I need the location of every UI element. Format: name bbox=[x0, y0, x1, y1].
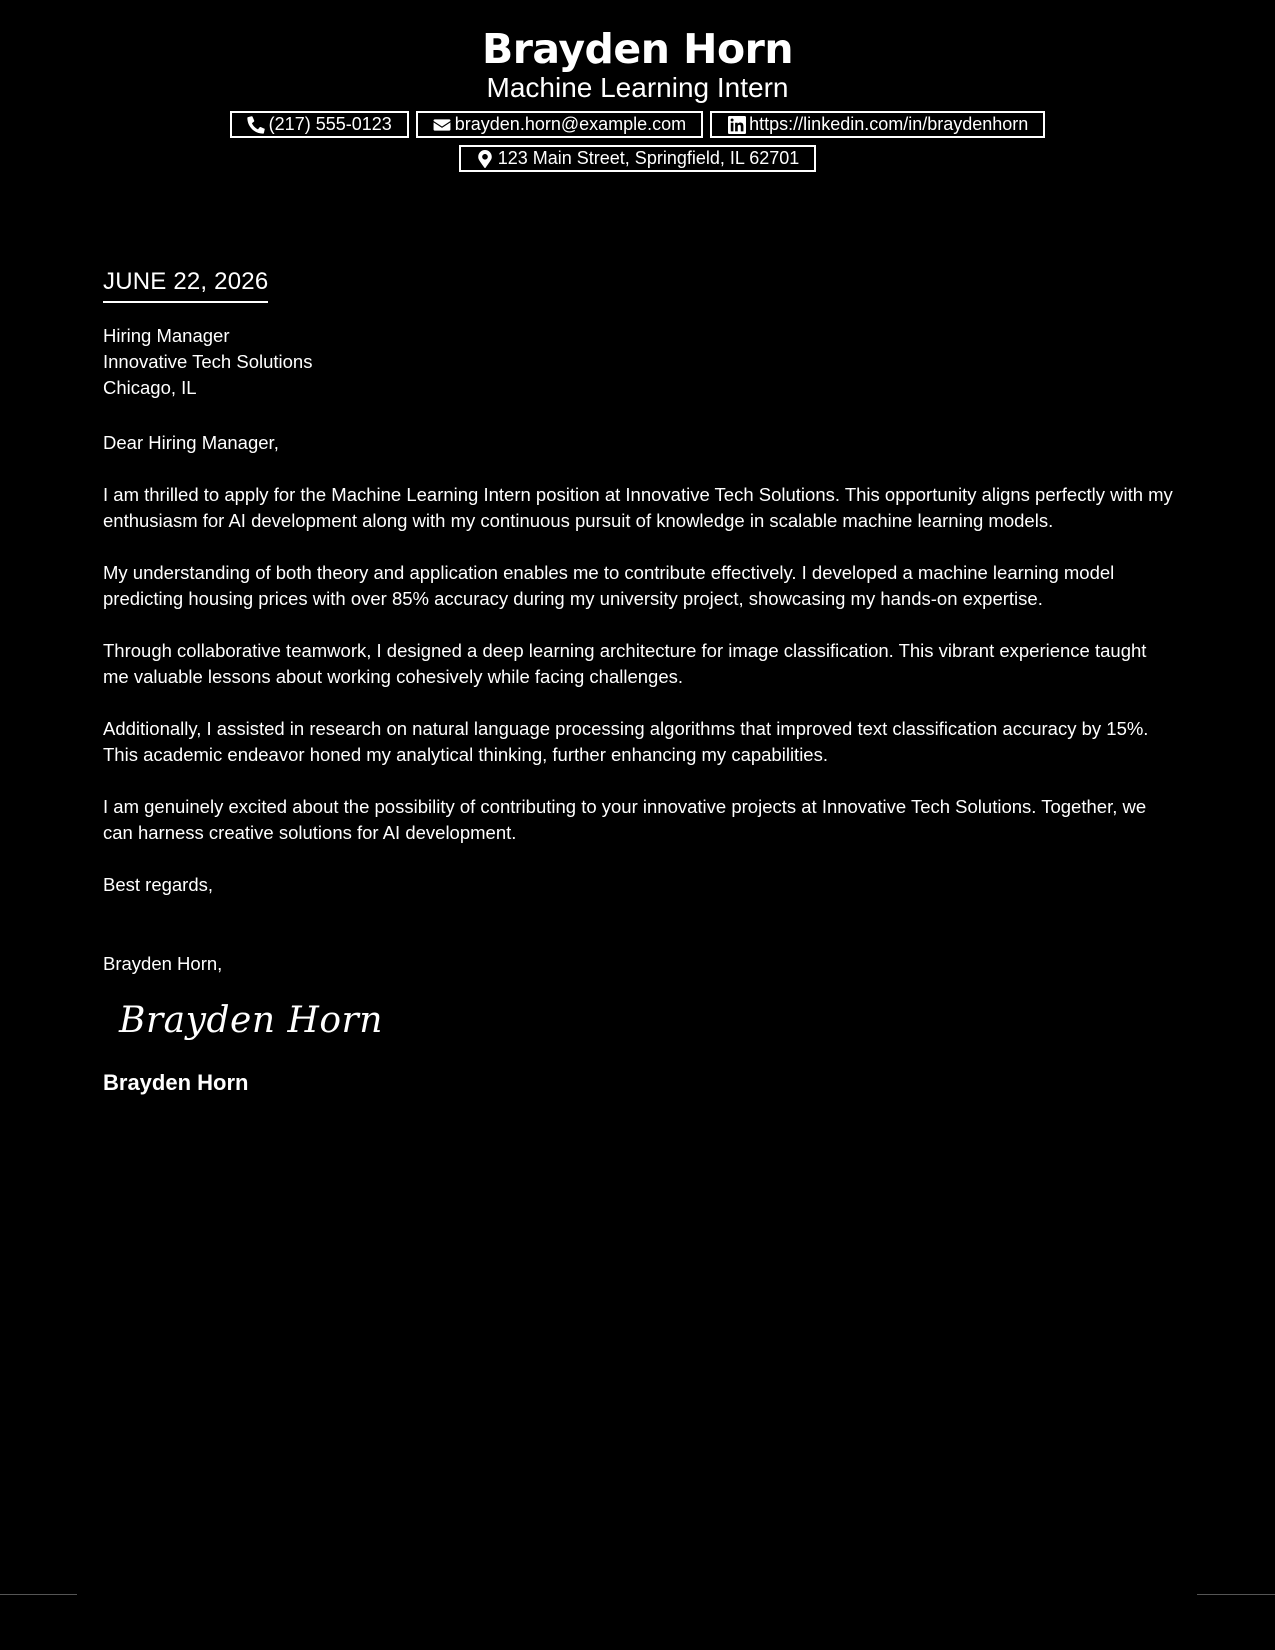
contact-address-text: 123 Main Street, Springfield, IL 62701 bbox=[497, 148, 800, 168]
contact-row-secondary bbox=[0, 145, 1275, 172]
signoff-name: Brayden Horn, bbox=[103, 953, 223, 974]
applicant-name: Brayden Horn bbox=[481, 25, 794, 73]
recipient-location: Chicago, IL bbox=[103, 377, 197, 398]
linkedin-icon bbox=[727, 115, 746, 134]
paragraph-5: I am genuinely excited about the possibility of contributing to your innovative projects at Innovative Tech Solutions. Together, we can harness creative solutions for AI development. bbox=[103, 796, 1147, 843]
contact-phone[interactable] bbox=[230, 111, 409, 138]
handwritten-signature: Brayden Horn bbox=[119, 1000, 383, 1041]
printed-name: Brayden Horn bbox=[103, 1070, 249, 1095]
envelope-icon bbox=[433, 115, 452, 134]
contact-linkedin-text: https://linkedin.com/in/braydenhorn bbox=[749, 114, 1029, 134]
map-marker-icon bbox=[476, 149, 495, 168]
applicant-job-title: Machine Learning Intern bbox=[486, 72, 789, 103]
contact-phone-text: (217) 555-0123 bbox=[268, 114, 392, 134]
contact-linkedin[interactable] bbox=[710, 111, 1045, 138]
recipient-name: Hiring Manager bbox=[103, 325, 230, 346]
recipient-block bbox=[103, 323, 1173, 401]
paragraph-3: Through collaborative teamwork, I designed a deep learning architecture for image classification. This vibrant experience taught me valuable lessons about working cohesively while facing challenges. bbox=[103, 640, 1147, 687]
paragraph-2: My understanding of both theory and application enables me to contribute effectively. I developed a machine learning model predicting housing prices with over 85% accuracy during my university project, showcasing my hands-on expertise. bbox=[103, 562, 1115, 609]
letter-header bbox=[0, 22, 1275, 172]
contact-row-primary bbox=[0, 111, 1275, 138]
paragraph-4: Additionally, I assisted in research on natural language processing algorithms that improved text classification accuracy by 15%. This academic endeavor honed my analytical thinking, further enhancing my capabilities. bbox=[103, 718, 1149, 765]
recipient-company: Innovative Tech Solutions bbox=[103, 351, 313, 372]
contact-email[interactable] bbox=[416, 111, 703, 138]
letter-body bbox=[103, 267, 1173, 1097]
salutation: Dear Hiring Manager, bbox=[103, 432, 279, 453]
footer-divider-left bbox=[0, 1594, 77, 1595]
closing: Best regards, bbox=[103, 874, 214, 895]
paragraph-1: I am thrilled to apply for the Machine Learning Intern position at Innovative Tech Solutions. This opportunity aligns perfectly with my enthusiasm for AI development along with my continuous pursuit of knowledge in scalable machine learning models. bbox=[103, 484, 1173, 531]
contact-email-text: brayden.horn@example.com bbox=[454, 114, 687, 134]
phone-icon bbox=[247, 115, 266, 134]
contact-address[interactable] bbox=[459, 145, 817, 172]
letter-date: JUNE 22, 2026 bbox=[103, 267, 268, 303]
footer-divider-right bbox=[1197, 1594, 1275, 1595]
